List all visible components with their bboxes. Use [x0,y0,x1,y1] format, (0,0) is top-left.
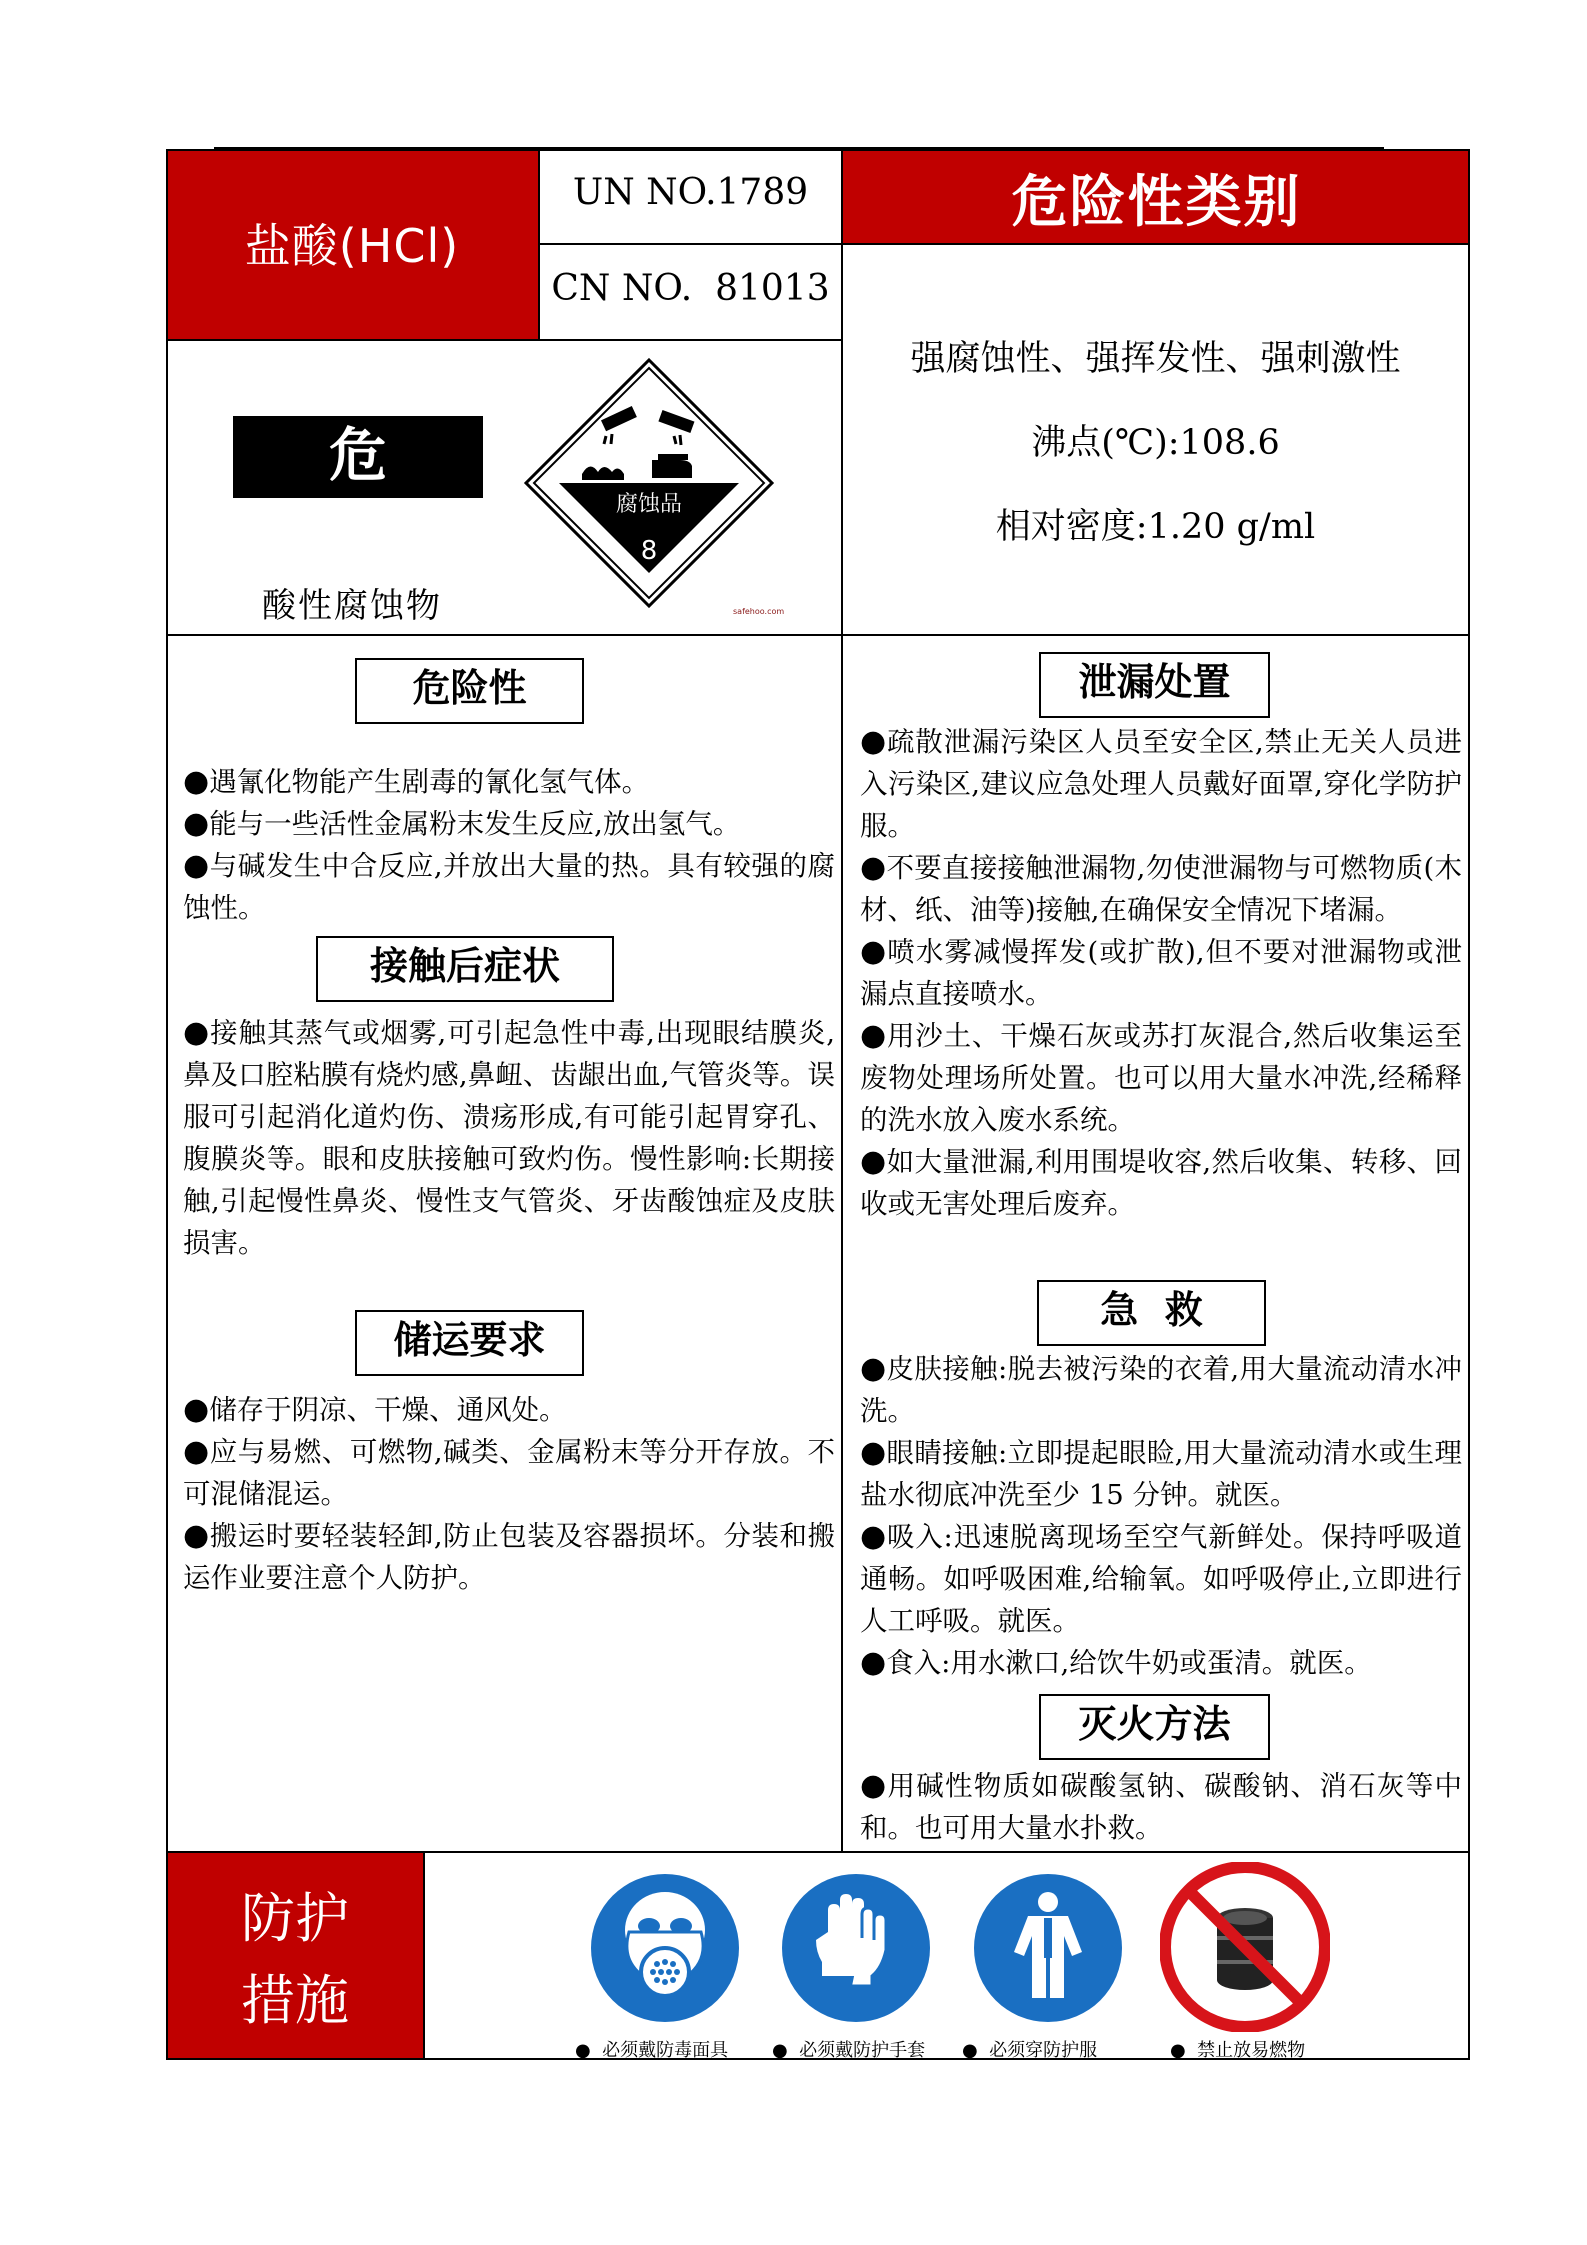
protection-title-line2: 措施 [241,1969,349,2032]
sign-caption-gas-mask: ● 必须戴防毒面具 [575,2040,729,2061]
sign-gloves [776,1868,936,2028]
sign-no-flammables [1160,1862,1330,2032]
list-item: ●遇氰化物能产生剧毒的氰化氢气体。 [183,764,650,799]
list-item: ●眼睛接触:立即提起眼睑,用大量流动清水或生理盐水彻底冲洗至少 15 分钟。就医。 [860,1435,1462,1511]
gas-mask-icon [585,1868,745,2028]
spill-text [860,721,1462,1225]
sign-caption-gloves: ● 必须戴防护手套 [772,2040,926,2061]
corrosive-pictogram [522,356,776,610]
list-item: ●用碱性物质如碳酸氢钠、碳酸钠、消石灰等中和。也可用大量水扑救。 [860,1768,1462,1844]
bullet-icon: ● [575,2040,591,2061]
chemical-name: 盐酸(HCl) [244,219,460,273]
section-title-symptoms: 接触后症状 [316,936,614,1002]
boiling-point: 沸点(℃):108.6 [1031,423,1280,463]
no-flammables-icon [1160,1862,1330,2032]
diamond-class-number: 8 [640,536,658,566]
first-aid-text [860,1348,1462,1684]
list-item: ●能与一些活性金属粉末发生反应,放出氢气。 [183,806,741,841]
category-title: 危险性类别 [1011,170,1302,235]
bullet-icon: ● [772,2040,788,2061]
bullet-icon: ● [1170,2040,1186,2061]
list-item: ●吸入:迅速脱离现场至空气新鲜处。保持呼吸道通畅。如呼吸困难,给输氧。如呼吸停止,立即进行人工呼吸。就医。 [860,1519,1462,1637]
list-item: ●食入:用水漱口,给饮牛奶或蛋清。就医。 [860,1645,1372,1680]
protection-title [166,1878,424,2042]
diamond-text: 腐蚀品 [615,492,682,517]
fire-text [860,1765,1462,1849]
storage-text [183,1389,835,1599]
list-item: ●应与易燃、可燃物,碱类、金属粉末等分开存放。不可混储混运。 [183,1434,835,1510]
list-item: ●储存于阴凉、干燥、通风处。 [183,1392,567,1427]
section-title-hazard: 危险性 [355,658,584,724]
list-item: ●皮肤接触:脱去被污染的衣着,用大量流动清水冲洗。 [860,1351,1462,1427]
protective-suit-icon [968,1868,1128,2028]
hazard-properties: 强腐蚀性、强挥发性、强刺激性 [910,339,1401,379]
hazard-text [183,761,835,929]
section-title-spill: 泄漏处置 [1039,652,1270,718]
section-title-fire: 灭火方法 [1039,1694,1270,1760]
gloves-icon [776,1868,936,2028]
danger-signal-word: 危险 [233,416,483,498]
corrosive-diamond [522,356,776,610]
cn-number: CN NO. 81013 [551,268,830,309]
sign-protective-suit [968,1868,1128,2028]
bullet-icon: ● [962,2040,978,2061]
list-item: ●如大量泄漏,利用围堤收容,然后收集、转移、回收或无害处理后废弃。 [860,1144,1462,1220]
list-item: ●与碱发生中合反应,并放出大量的热。具有较强的腐蚀性。 [183,848,835,924]
section-title-storage: 储运要求 [355,1310,584,1376]
sign-gas-mask [585,1868,745,2028]
sign-caption-suit: ● 必须穿防护服 [962,2040,1098,2061]
watermark: safehoo.com [733,607,785,616]
section-title-first-aid: 急 救 [1037,1280,1266,1346]
list-item: ●不要直接接触泄漏物,勿使泄漏物与可燃物质(木材、纸、油等)接触,在确保安全情况下堵漏。 [860,850,1462,926]
properties [843,245,1468,634]
list-item: ●接触其蒸气或烟雾,可引起急性中毒,出现眼结膜炎,鼻及口腔粘膜有烧灼感,鼻衄、齿龈出血,气管炎等。误服可引起消化道灼伤、溃疡形成,有可能引起胃穿孔、腹膜炎等。眼和皮肤接触可致灼伤。慢性影响:长期接触,引起慢性鼻炎、慢性支气管炎、牙齿酸蚀症及皮肤损害。 [183,1015,835,1259]
symptoms-text [183,1012,835,1264]
list-item: ●用沙土、干燥石灰或苏打灰混合,然后收集运至废物处理场所处置。也可以用大量水冲洗,经稀释的洗水放入废水系统。 [860,1018,1462,1136]
substance-type: 酸性腐蚀物 [262,586,442,626]
list-item: ●喷水雾减慢挥发(或扩散),但不要对泄漏物或泄漏点直接喷水。 [860,934,1462,1010]
sign-caption-no-flammables: ● 禁止放易燃物 [1170,2040,1306,2061]
list-item: ●搬运时要轻装轻卸,防止包装及容器损坏。分装和搬运作业要注意个人防护。 [183,1518,835,1594]
relative-density: 相对密度:1.20 g/ml [995,507,1316,547]
list-item: ●疏散泄漏污染区人员至安全区,禁止无关人员进入污染区,建议应急处理人员戴好面罩,穿化学防护服。 [860,724,1462,842]
un-number: UN NO.1789 [572,172,809,213]
protection-title-line1: 防护 [241,1887,349,1950]
